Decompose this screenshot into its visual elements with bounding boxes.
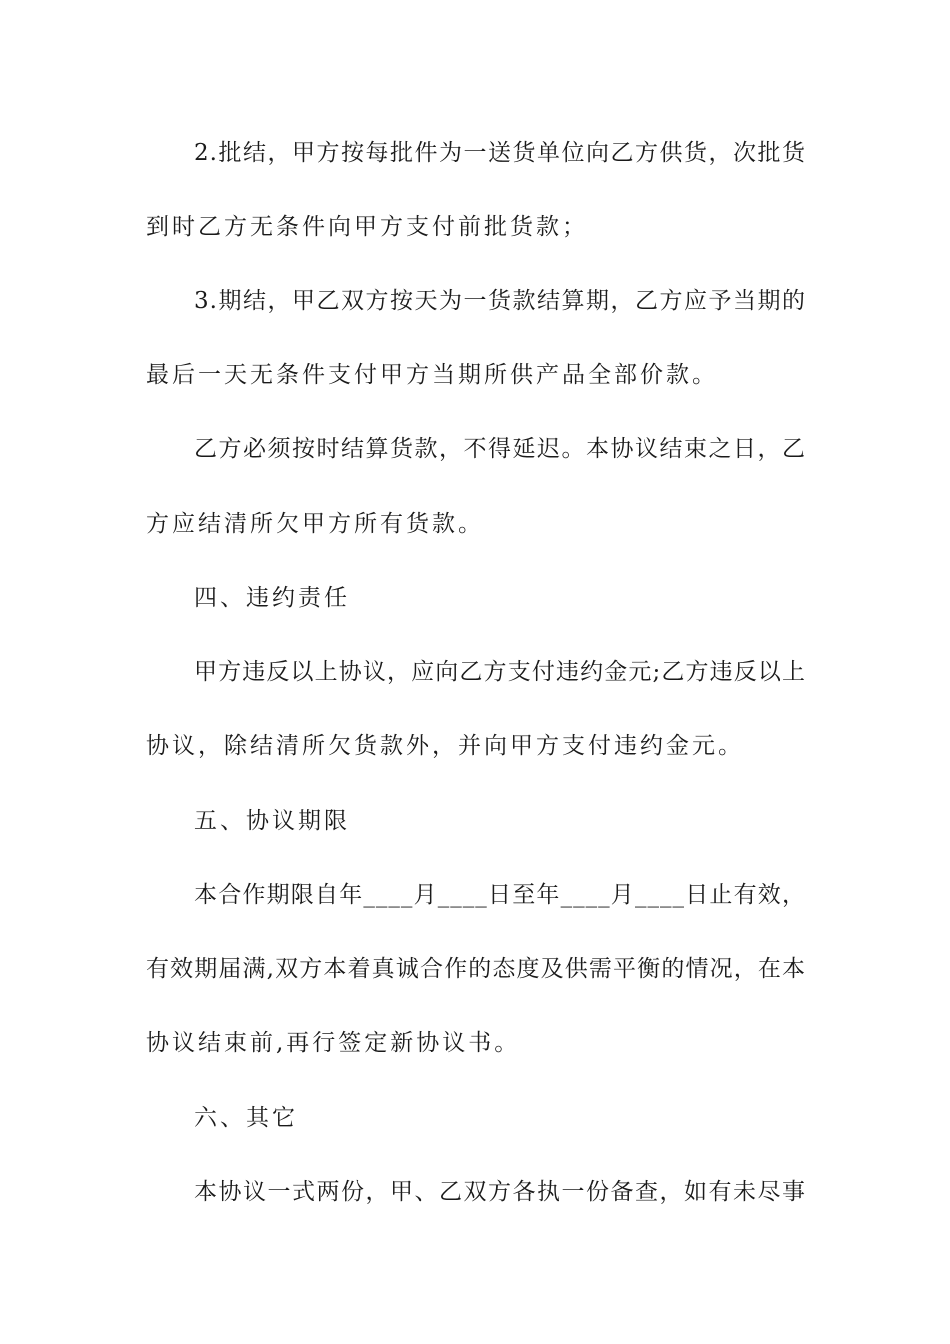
text-line: 协议，除结清所欠货款外，并向甲方支付违约金元。 [146,733,744,759]
text-line: 乙方必须按时结算货款，不得延迟。本协议结束之日，乙 [194,436,806,462]
text-line: 3.期结，甲乙双方按天为一货款结算期，乙方应予当期的 [194,288,806,314]
section-heading: 四、违约责任 [194,585,350,611]
text-line: 到时乙方无条件向甲方支付前批货款； [146,214,588,240]
text-line: 最后一天无条件支付甲方当期所供产品全部价款。 [146,362,718,388]
text-line: 本合作期限自年____月____日至年____月____日止有效， [194,882,806,908]
text-line: 协议结束前,再行签定新协议书。 [146,1030,521,1056]
section-heading: 五、协议期限 [194,808,350,834]
text-line: 方应结清所欠甲方所有货款。 [146,511,484,537]
text-line: 2.批结，甲方按每批件为一送货单位向乙方供货，次批货 [194,140,806,166]
text-line: 甲方违反以上协议，应向乙方支付违约金元;乙方违反以上 [194,659,806,685]
text-line: 有效期届满,双方本着真诚合作的态度及供需平衡的情况，在本 [146,956,806,982]
text-line: 本协议一式两份，甲、乙双方各执一份备查，如有未尽事 [194,1179,806,1205]
section-heading: 六、其它 [194,1105,298,1131]
